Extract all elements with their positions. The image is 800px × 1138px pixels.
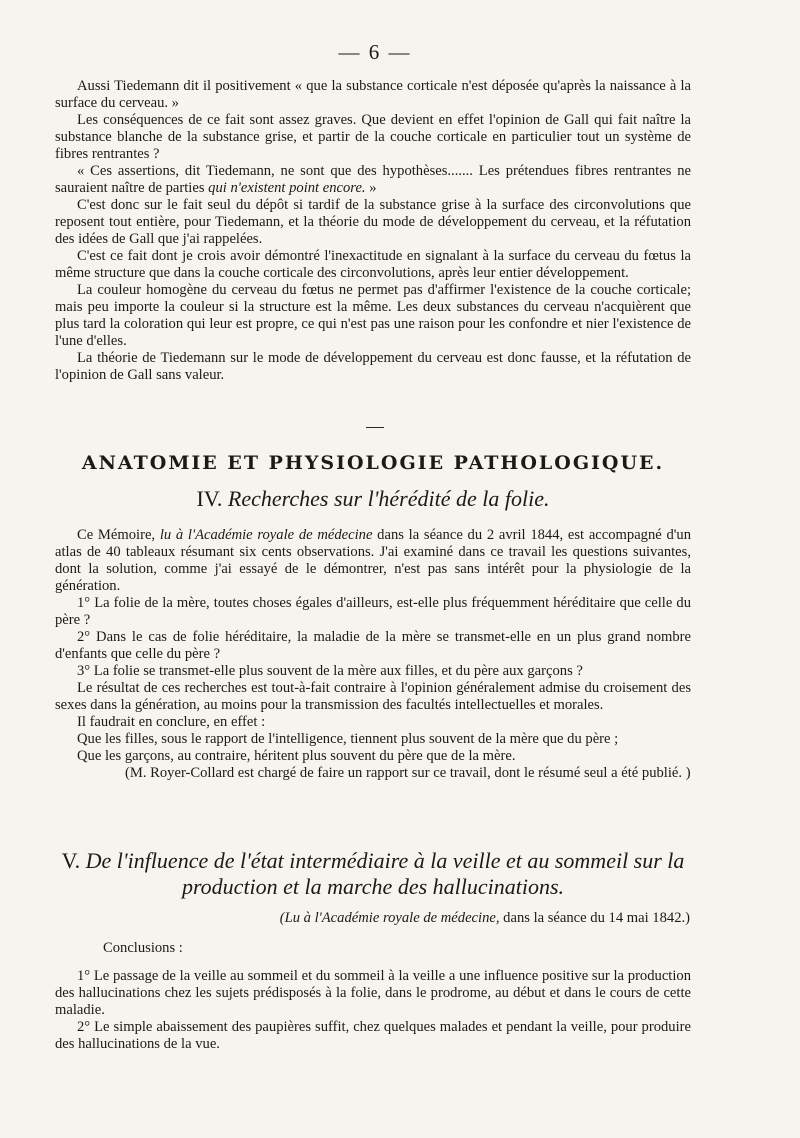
paragraph: Que les filles, sous le rapport de l'intelligence, tiennent plus souvent de la mère que du père ; — [77, 731, 619, 747]
source-italic: (Lu à l'Académie royale de médecine, — [279, 910, 500, 926]
section-title: ANATOMIE ET PHYSIOLOGIE PATHOLOGIQUE. — [81, 452, 665, 474]
paragraph — [55, 163, 691, 197]
quote-italic: qui n'existent point encore. — [208, 180, 366, 196]
source-text: dans la séance du 14 mai 1842.) — [503, 910, 690, 926]
subsection-iv-heading — [55, 486, 691, 512]
paragraph: Il faudrait en conclure, en effet : — [77, 714, 266, 730]
paragraph: C'est ce fait dont je crois avoir démontré l'inexactitude en signalant à la surface du cerveau du fœtus la même structure que dans la couche corticale des circonvolutions, après leur entier développement. — [55, 248, 691, 281]
section-v-body — [55, 968, 691, 1053]
paragraph — [55, 527, 691, 595]
subsection-numeral: IV. — [196, 486, 223, 511]
source-note — [170, 910, 690, 927]
list-item: 1° Le passage de la veille au sommeil et du sommeil à la veille a une influence positive sur la production des hallucinations chez les sujets prédisposés à la folie, dans le prodrome, au début et dans le cours de cette maladie. — [55, 968, 691, 1018]
quote-text: « Ces assertions, dit Tiedemann, ne sont que des hypothèses....... Les prétendues fibres rentrantes ne sauraient naître de parties — [55, 163, 691, 196]
paragraph: C'est donc sur le fait seul du dépôt si tardif de la substance grise à la surface des circonvolutions que reposent tout entière, pour Tiedemann, et la théorie du mode de développement du cerveau, et la réfutation des idées de Gall que j'ai rappelées. — [55, 197, 691, 247]
list-item: 2° Dans le cas de folie héréditaire, la maladie de la mère se transmet-elle en un plus grand nombre d'enfants que celle du père ? — [55, 629, 691, 662]
section-iv-body — [55, 527, 691, 782]
intro-text-rest: dans la séance du 2 avril 1844, est accompagné d'un atlas de 40 tableaux résumant six cents observations. J'ai examiné dans ce travail les questions suivantes, dont la solution, comme j'ai essayé de le démontrer, n'est pas sans intérêt pour la physiologie de la génération. — [55, 527, 691, 594]
paragraph: Les conséquences de ce fait sont assez graves. Que devient en effet l'opinion de Gall qui fait naître la substance blanche de la substance grise, et partir de la couche corticale en particulier tout un système de fibres rentrantes ? — [55, 112, 691, 162]
paragraph: Le résultat de ces recherches est tout-à-fait contraire à l'opinion généralement admise du croisement des sexes dans la génération, au moins pour la transmission des facultés intellectuelles et morales. — [55, 680, 691, 713]
top-text-block — [55, 78, 691, 384]
subsection-numeral: V. — [61, 848, 81, 873]
section-divider — [366, 427, 384, 428]
conclusions-label: Conclusions : — [103, 940, 183, 956]
subsection-v-heading — [55, 848, 691, 900]
list-item: 2° Le simple abaissement des paupières suffit, chez quelques malades et pendant la veille, pour produire des hallucinations de la vue. — [55, 1019, 691, 1052]
subsection-title: Recherches sur l'hérédité de la folie. — [227, 486, 550, 511]
paragraph: La couleur homogène du cerveau du fœtus ne permet pas d'affirmer l'existence de la couche corticale; mais peu importe la couleur si la structure est la même. Les deux substances du cerveau n'acquièrent que plus tard la coloration qui leur est propre, ce qui n'est pas une raison pour les confondre et nier l'existence de l'une d'elles. — [55, 282, 691, 349]
page-number: — 6 — — [338, 40, 412, 64]
note: (M. Royer-Collard est chargé de faire un rapport sur ce travail, dont le résumé seul a été publié. ) — [125, 765, 691, 781]
intro-italic: lu à l'Académie royale de médecine — [159, 527, 373, 543]
subsection-title: De l'influence de l'état intermédiaire à la veille et au sommeil sur la production et la marche des hallucinations. — [85, 848, 685, 899]
paragraph: La théorie de Tiedemann sur le mode de développement du cerveau est donc fausse, et la réfutation de l'opinion de Gall sans valeur. — [55, 350, 691, 383]
intro-text: Ce Mémoire, — [77, 527, 156, 543]
paragraph: Aussi Tiedemann dit il positivement « que la substance corticale n'est déposée qu'après la naissance à la surface du cerveau. » — [55, 78, 691, 111]
list-item: 3° La folie se transmet-elle plus souvent de la mère aux filles, et du père aux garçons ? — [77, 663, 583, 679]
paragraph: Que les garçons, au contraire, héritent plus souvent du père que de la mère. — [77, 748, 516, 764]
quote-end: » — [365, 180, 377, 196]
list-item: 1° La folie de la mère, toutes choses égales d'ailleurs, est-elle plus fréquemment héréditaire que celle du père ? — [55, 595, 691, 628]
